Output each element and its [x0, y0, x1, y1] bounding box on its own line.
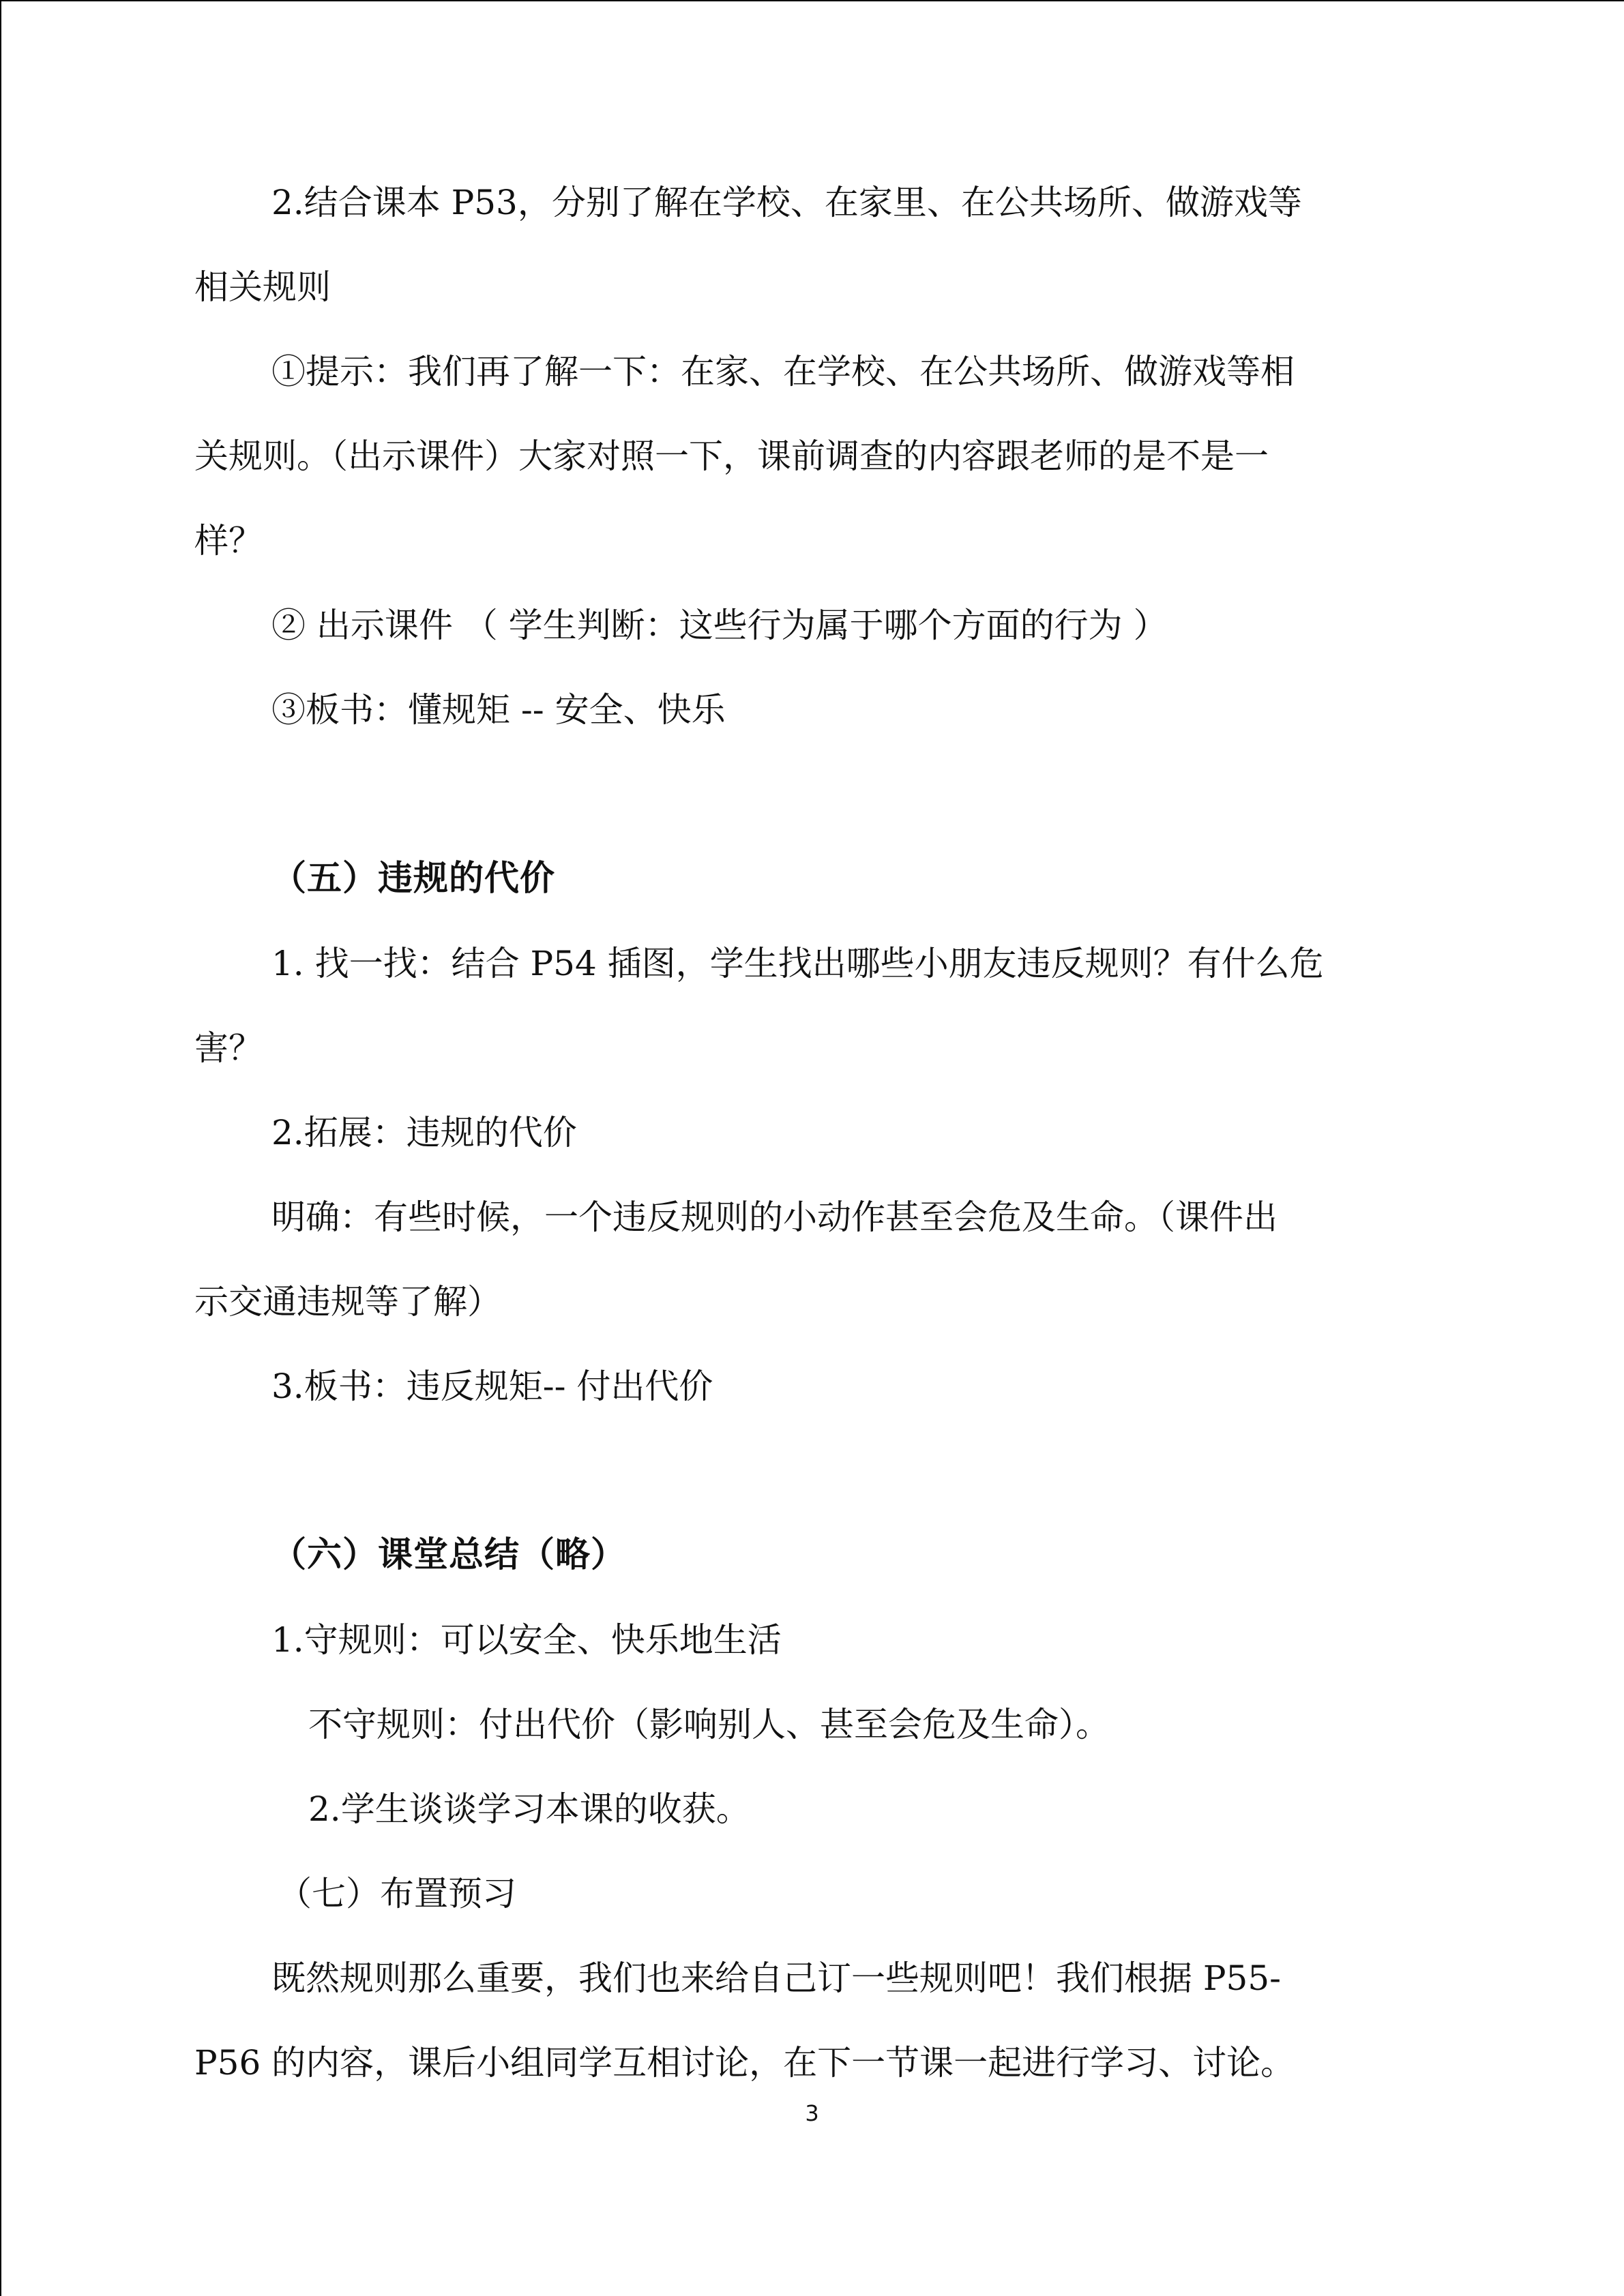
paragraph-extend: 2.拓展：违规的代价	[271, 1113, 577, 1152]
paragraph-keep-rules: 1.守规则：可以安全、快乐地生活	[271, 1620, 782, 1660]
paragraph-find-cont: 害？	[194, 1028, 263, 1068]
section-heading-7: （七）布置预习	[278, 1874, 516, 1913]
paragraph-item2-cont: 相关规则	[194, 267, 331, 307]
spacer	[194, 1429, 1443, 1513]
paragraph-harvest: 2.学生谈谈学习本课的收获。	[308, 1789, 750, 1829]
paragraph-tip: ①提示：我们再了解一下：在家、在学校、在公共场所、做游戏等相	[271, 352, 1295, 391]
section-heading-6: （六）课堂总结（略）	[271, 1535, 627, 1575]
section-heading-5: （五）违规的代价	[271, 859, 556, 899]
paragraph-clarify-cont: 示交通违规等了解）	[194, 1282, 501, 1322]
paragraph-board-2: 3.板书：违反规矩-- 付出代价	[271, 1367, 713, 1406]
paragraph-preview-cont: P56 的内容，课后小组同学互相讨论，在下一节课一起进行学习、讨论。	[194, 2043, 1295, 2083]
paragraph-tip-cont2: 样？	[194, 521, 263, 561]
paragraph-preview: 既然规则那么重要，我们也来给自己订一些规则吧！我们根据 P55-	[271, 1958, 1282, 1998]
paragraph-item2: 2.结合课本 P53，分别了解在学校、在家里、在公共场所、做游戏等	[271, 183, 1302, 222]
paragraph-show-courseware: ② 出示课件 （ 学生判断：这些行为属于哪个方面的行为 ）	[271, 606, 1168, 645]
paragraph-tip-cont: 关规则。（出示课件）大家对照一下，课前调查的内容跟老师的是不是一	[194, 436, 1269, 476]
page-number: 3	[805, 2100, 819, 2126]
spacer	[194, 752, 1443, 837]
paragraph-break-rules: 不守规则：付出代价（影响别人、甚至会危及生命）。	[308, 1705, 1110, 1744]
paragraph-board-1: ③板书：懂规矩 -- 安全、快乐	[271, 690, 726, 730]
paragraph-clarify: 明确：有些时候，一个违反规则的小动作甚至会危及生命。（课件出	[271, 1197, 1278, 1237]
document-body	[194, 160, 1443, 2105]
paragraph-find: 1. 找一找：结合 P54 插图，学生找出哪些小朋友违反规则？有什么危	[271, 944, 1324, 983]
